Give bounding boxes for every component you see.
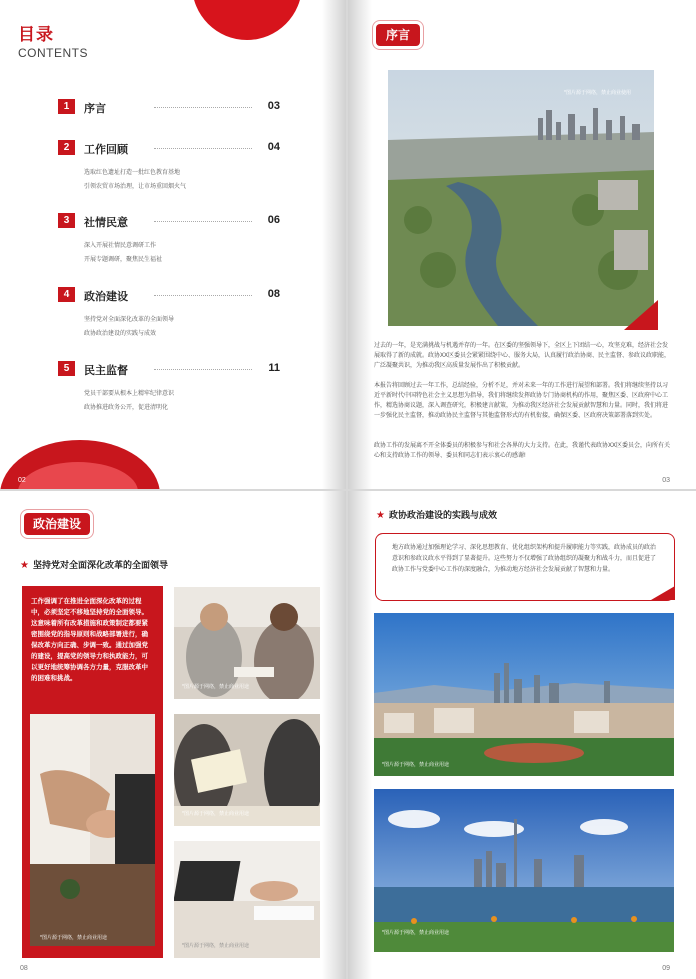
city-skyline-illustration (374, 613, 674, 776)
toc-dotted-leader (154, 295, 252, 296)
page-fold-shadow (322, 0, 346, 489)
toc-item-desc: 政协政治建设的实践与成效 (84, 331, 157, 337)
handshake-illustration (30, 714, 155, 946)
section-heading (376, 508, 497, 521)
toc-item-label: 序言 (84, 103, 106, 115)
toc-item-desc: 引领农贸市场治理，让市场重回烟火气 (84, 184, 187, 190)
toc-item-label: 社情民意 (84, 217, 128, 229)
toc-item-desc: 深入开展社情民意调研工作 (84, 243, 157, 249)
toc-dotted-leader (154, 221, 252, 222)
toc-item-1[interactable] (58, 99, 280, 119)
toc-subtitle: CONTENTS (18, 46, 88, 60)
cityscape-river-illustration (388, 70, 654, 326)
toc-item-3[interactable] (58, 213, 280, 263)
preface-cityscape-photo (388, 70, 654, 326)
red-block-text: 工作强调了在推进全面深化改革的过程中，必须坚定不移地坚持党的全面领导。这意味着所有改革措施和政策制定都要紧密围绕党的指导原则和战略部署进行，确保改革方向正确、步调一致。通过加强党的建设，提高党的领导力和执政能力，可以更好地统筹协调各方力量，克服改革中的困难和挑战。 (31, 598, 148, 682)
star-icon: ★ (376, 510, 385, 521)
toc-item-page: 08 (267, 288, 280, 300)
page-fold-shadow (322, 491, 346, 979)
toc-item-number: 4 (58, 287, 75, 302)
toc-dotted-leader (154, 107, 252, 108)
handshake-photo (30, 714, 155, 946)
image-watermark: *图片源于网络，禁止商业使用 (564, 90, 631, 96)
preface-paragraph-3: 政协工作的发展离不开全体委员的积极参与和社会各界的大力支持。在此，我谨代表政协XX区委员会，向所有关心和支持政协工作的领导、委员和同志们表示衷心的感谢! (374, 443, 671, 459)
intro-box-text: 地方政协通过加强理论学习、深化思想教育、优化组织架构和提升履职能力等实践，政协成员的政治意识和参政议政水平得到了显著提升。这些努力不仅增强了政协组织的凝聚力和战斗力，而且促进了政协工作与党委中心工作的深度融合，为推动地方经济社会发展贡献了智慧和力量。 (392, 545, 657, 573)
image-watermark: *图片源于网络，禁止商业用途 (40, 935, 107, 941)
waterfront-skyline-illustration (374, 789, 674, 952)
red-text-block (22, 586, 163, 958)
image-watermark: *图片源于网络，禁止商业用途 (182, 811, 249, 817)
preface-paragraph-2: 本报告将回顾过去一年工作，总结经验，分析不足，并对未来一年的工作进行展望和部署。我们将继续坚持以习近平新时代中国特色社会主义思想为指导，我们将继续发挥政协专门协商机构的作用，聚焦区委、区政府中心工作，精选协商议题，深入调查研究，积极建言献策，为推动我区经济社会发展贡献智慧和力量。同时，我们将进一步强化民主监督，推动政协民主监督与其他监督形式的有机衔接，确保区委、区政府决策部署落到实处。 (374, 383, 669, 419)
toc-item-page: 03 (267, 100, 280, 112)
toc-page (0, 0, 346, 489)
city-photo-1 (374, 613, 674, 776)
preface-page (348, 0, 696, 489)
toc-dotted-leader (154, 148, 252, 149)
section-heading-text: 政协政治建设的实践与成效 (388, 510, 497, 520)
meeting-photo-2 (174, 714, 320, 826)
box-corner-accent (651, 586, 675, 600)
toc-item-desc: 党员干部要从根本上精牢纪律意识 (84, 391, 175, 397)
toc-item-desc: 开展专题调研，聚焦民生福祉 (84, 257, 163, 263)
toc-item-2[interactable] (58, 140, 280, 190)
political-tag: 政治建设 (24, 513, 90, 535)
intro-box (375, 533, 675, 601)
image-watermark: *图片源于网络，禁止商业用途 (182, 943, 249, 949)
toc-item-5[interactable] (58, 361, 280, 411)
practice-page (348, 491, 696, 979)
section-heading-text: 坚持党对全面深化改革的全面领导 (32, 560, 168, 570)
toc-item-number: 5 (58, 361, 75, 376)
top-red-arc (192, 0, 302, 40)
preface-paragraph-1: 过去的一年，是充满挑战与机遇并存的一年。在区委的坚强领导下，全区上下团结一心，攻坚克难，经济社会发展取得了新的成就。政协XX区委员会紧紧围绕中心、服务大局，认真履行政治协商、民主监督、参政议政职能，广泛凝聚共识，为推动我区高质量发展作出了积极贡献。 (374, 343, 671, 369)
toc-item-desc: 政协推进政务公开，促进清明化 (84, 405, 169, 411)
page-number: 08 (20, 965, 28, 972)
page-number: 09 (662, 965, 670, 972)
image-watermark: *图片源于网络，禁止商业用途 (182, 684, 249, 690)
toc-item-label: 政治建设 (84, 291, 128, 303)
image-watermark: *图片源于网络，禁止商业用途 (382, 930, 449, 936)
toc-item-desc: 坚持党对全面深化改革的全面领导 (84, 317, 175, 323)
image-watermark: *图片源于网络，禁止商业用途 (382, 762, 449, 768)
star-icon: ★ (20, 560, 29, 571)
toc-item-4[interactable] (58, 287, 280, 337)
toc-item-number: 3 (58, 213, 75, 228)
toc-item-number: 2 (58, 140, 75, 155)
page-number: 03 (662, 477, 670, 484)
toc-dotted-leader (154, 369, 252, 370)
toc-item-page: 04 (267, 141, 280, 153)
city-photo-2 (374, 789, 674, 952)
page-fold-shadow (348, 491, 372, 979)
political-page (0, 491, 346, 979)
laptop-work-illustration (174, 841, 320, 958)
toc-item-label: 工作回顾 (84, 144, 128, 156)
photo-corner-accent (624, 300, 658, 330)
toc-item-page: 11 (268, 362, 280, 374)
toc-item-page: 06 (267, 214, 280, 226)
preface-tag: 序言 (376, 24, 420, 46)
toc-item-desc: 选取红色遗址打造一批红色教育基地 (84, 170, 181, 176)
meeting-photo-3 (174, 841, 320, 958)
meeting-photo-1 (174, 587, 320, 699)
page-fold-shadow (348, 0, 372, 489)
page-number: 02 (18, 477, 26, 484)
toc-item-number: 1 (58, 99, 75, 114)
toc-item-label: 民主监督 (84, 365, 128, 377)
toc-title: 目录 (18, 25, 54, 44)
section-heading (20, 558, 168, 571)
